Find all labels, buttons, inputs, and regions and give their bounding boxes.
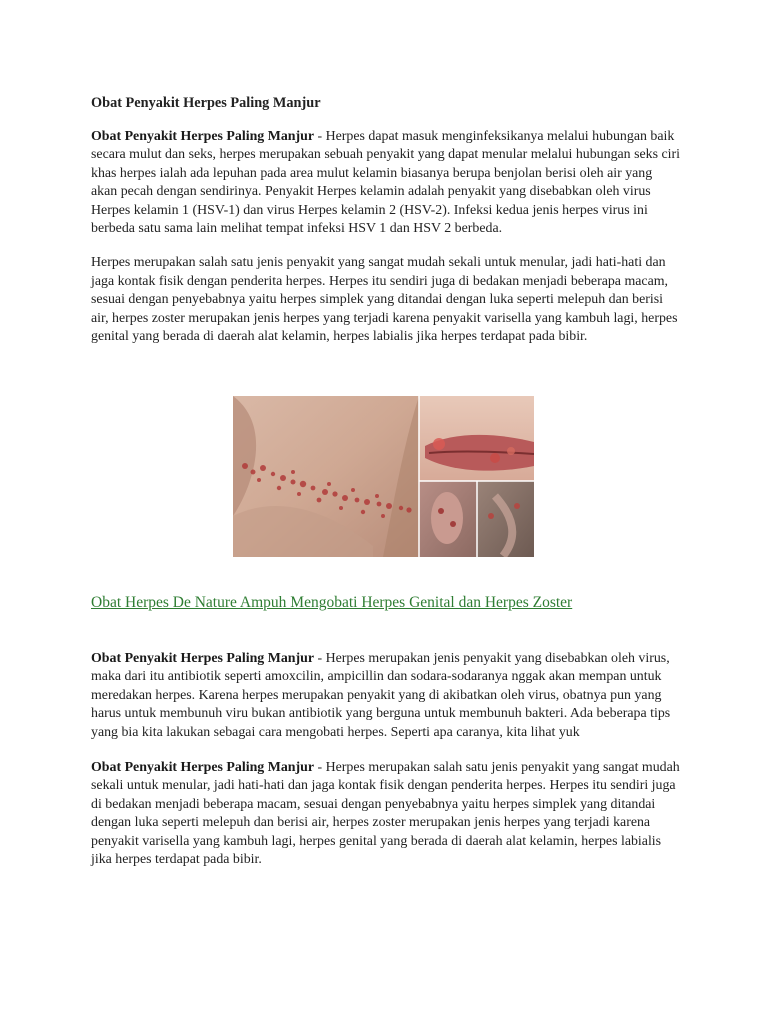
paragraph-1-lead: Obat Penyakit Herpes Paling Manjur [91,129,315,144]
paragraph-1-text: - Herpes dapat masuk menginfeksikanya melalui hubungan baik secara mulut dan seks, herpes merupakan sebuah penyakit yang dapat menular melalui hubungan seks ciri khas herpes ialah ada lepuhan pada area mulut kelamin biasanya berupa benjolan berisi oleh air yang akan pecah dengan sendirinya. Penyakit Herpes kelamin adalah penyakit yang disebabkan oleh virus Herpes kelamin 1 (HSV-1) dan virus Herpes kelamin 2 (HSV-2). Infeksi kedua jenis herpes virus ini berbeda satu sama lain melihat tempat infeksi HSV 1 dan HSV 2 berbeda. [91,129,681,237]
paragraph-4-text: - Herpes merupakan salah satu jenis penyakit yang sangat mudah sekali untuk menular, jadi hati-hati dan jaga kontak fisik dengan penderita herpes. Herpes itu sendiri juga di bedakan menjadi beberapa macam, sesuai dengan penyebabnya yaitu herpes simplek yang ditandai dengan luka seperti melepuh dan berisi air, herpes zoster merupakan jenis herpes yang terjadi karena penyakit varisella yang kambuh lagi, herpes genital yang berada di daerah alat kelamin, herpes labialis jika herpes terdapat pada bibir. [91,760,680,868]
paragraph-3 [91,650,681,742]
paragraph-2-text: Herpes merupakan salah satu jenis penyakit yang sangat mudah sekali untuk menular, jadi hati-hati dan jaga kontak fisik dengan penderita herpes. Herpes itu sendiri juga di bedakan menjadi beberapa macam, sesuai dengan penyebabnya yaitu herpes simplek yang ditandai dengan luka seperti melepuh dan berisi air, herpes zoster merupakan jenis herpes yang terjadi karena penyakit varisella yang kambuh lagi, herpes genital yang berada di daerah alat kelamin, herpes labialis jika herpes terdapat pada bibir. [91,255,678,345]
paragraph-3-lead: Obat Penyakit Herpes Paling Manjur [91,651,315,666]
paragraph-3-text: - Herpes merupakan jenis penyakit yang disebabkan oleh virus, maka dari itu antibiotik seperti amoxcilin, ampicillin dan sodara-sodaranya nggak akan mempan untuk meredakan herpes. Karena herpes merupakan penyakit yang di akibatkan oleh virus, obatnya pun yang harus untuk membunuh viru bukan antibiotik yang berguna untuk membunuh bakteri. Ada beberapa tips yang bia kita lakukan sebagai cara mengobati herpes. Seperti apa caranya, kita lihat yuk [91,651,671,740]
herpes-collage-image [233,396,534,557]
herpes-denature-link[interactable]: Obat Herpes De Nature Ampuh Mengobati Herpes Genital dan Herpes Zoster [91,594,573,611]
paragraph-4-lead: Obat Penyakit Herpes Paling Manjur [91,760,315,776]
paragraph-1 [91,128,681,238]
herpes-collage-photo [233,396,534,557]
document-body-top [91,94,681,346]
paragraph-4 [91,759,681,869]
paragraph-2 [91,254,681,346]
document-body-bottom [91,650,681,869]
page-title: Obat Penyakit Herpes Paling Manjur [91,95,321,111]
